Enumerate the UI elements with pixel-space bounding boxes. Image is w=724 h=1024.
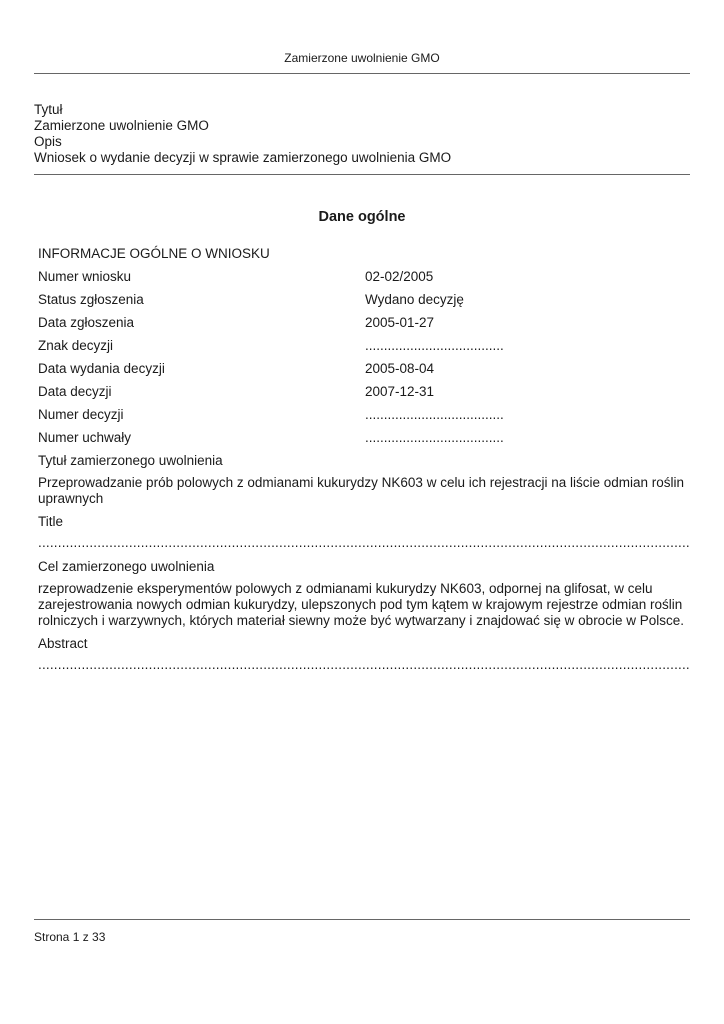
header-divider	[34, 73, 690, 74]
meta-title-value: Zamierzone uwolnienie GMO	[34, 118, 209, 133]
meta-title-label: Tytuł	[34, 102, 63, 117]
section-title: Dane ogólne	[318, 209, 406, 225]
field-label: Znak decyzji	[38, 338, 114, 353]
abstract-label: Abstract	[38, 636, 88, 651]
field-value: 2005-08-04	[365, 361, 435, 376]
page-indicator: Strona 1 z 33	[34, 930, 106, 944]
field-value: .....................................	[365, 338, 504, 353]
meta-divider	[34, 174, 690, 175]
field-value: .....................................	[365, 430, 504, 445]
field-row-status	[38, 291, 692, 314]
field-label: Data decyzji	[38, 384, 112, 399]
meta-description-value: Wniosek o wydanie decyzji w sprawie zamierzonego uwolnienia GMO	[34, 150, 452, 165]
field-value: 02-02/2005	[365, 269, 434, 284]
field-label: Data wydania decyzji	[38, 361, 165, 376]
group-heading: INFORMACJE OGÓLNE O WNIOSKU	[38, 246, 270, 261]
footer-divider	[34, 919, 690, 920]
purpose-value: rzeprowadzenie eksperymentów polowych z odmianami kukurydzy NK603, odpornej na glifosat, w celu zarejestrowania nowych odmian kukurydzy, ulepszonych pod tym kątem w krajowym rejestrze odmian roślin rolniczych i warzywnych, których materiał siewny może być wytwarzany i znajdować się w obrocie w Polsce.	[38, 581, 684, 628]
group-heading-row	[38, 245, 692, 268]
meta-description-label: Opis	[34, 134, 62, 149]
field-label: Numer decyzji	[38, 407, 124, 422]
field-row-application-number	[38, 268, 692, 291]
field-row-decision-number	[38, 406, 692, 429]
release-title-label: Tytuł zamierzonego uwolnienia	[38, 453, 223, 468]
field-value: .....................................	[365, 407, 504, 422]
title-en-label: Title	[38, 514, 64, 529]
field-value: Wydano decyzję	[365, 292, 464, 307]
purpose-label: Cel zamierzonego uwolnienia	[38, 559, 215, 574]
abstract-value: .....................................................................................................................................................................	[38, 658, 690, 672]
field-row-decision-reference	[38, 337, 692, 360]
field-row-decision-issue-date	[38, 360, 692, 383]
field-value: 2005-01-27	[365, 315, 435, 330]
field-row-resolution-number	[38, 429, 692, 452]
release-title-value: Przeprowadzanie prób polowych z odmianami kukurydzy NK603 w celu ich rejestracji na liście odmian roślin uprawnych	[38, 475, 685, 506]
document-meta	[34, 102, 451, 166]
field-row-decision-date	[38, 383, 692, 406]
field-value: 2007-12-31	[365, 384, 435, 399]
application-info	[38, 245, 692, 680]
title-en-value: .....................................................................................................................................................................	[38, 536, 690, 550]
field-label: Numer uchwały	[38, 430, 132, 445]
running-header: Zamierzone uwolnienie GMO	[284, 51, 440, 65]
field-label: Data zgłoszenia	[38, 315, 135, 330]
field-row-submission-date	[38, 314, 692, 337]
field-label: Numer wniosku	[38, 269, 132, 284]
field-label: Status zgłoszenia	[38, 292, 144, 307]
